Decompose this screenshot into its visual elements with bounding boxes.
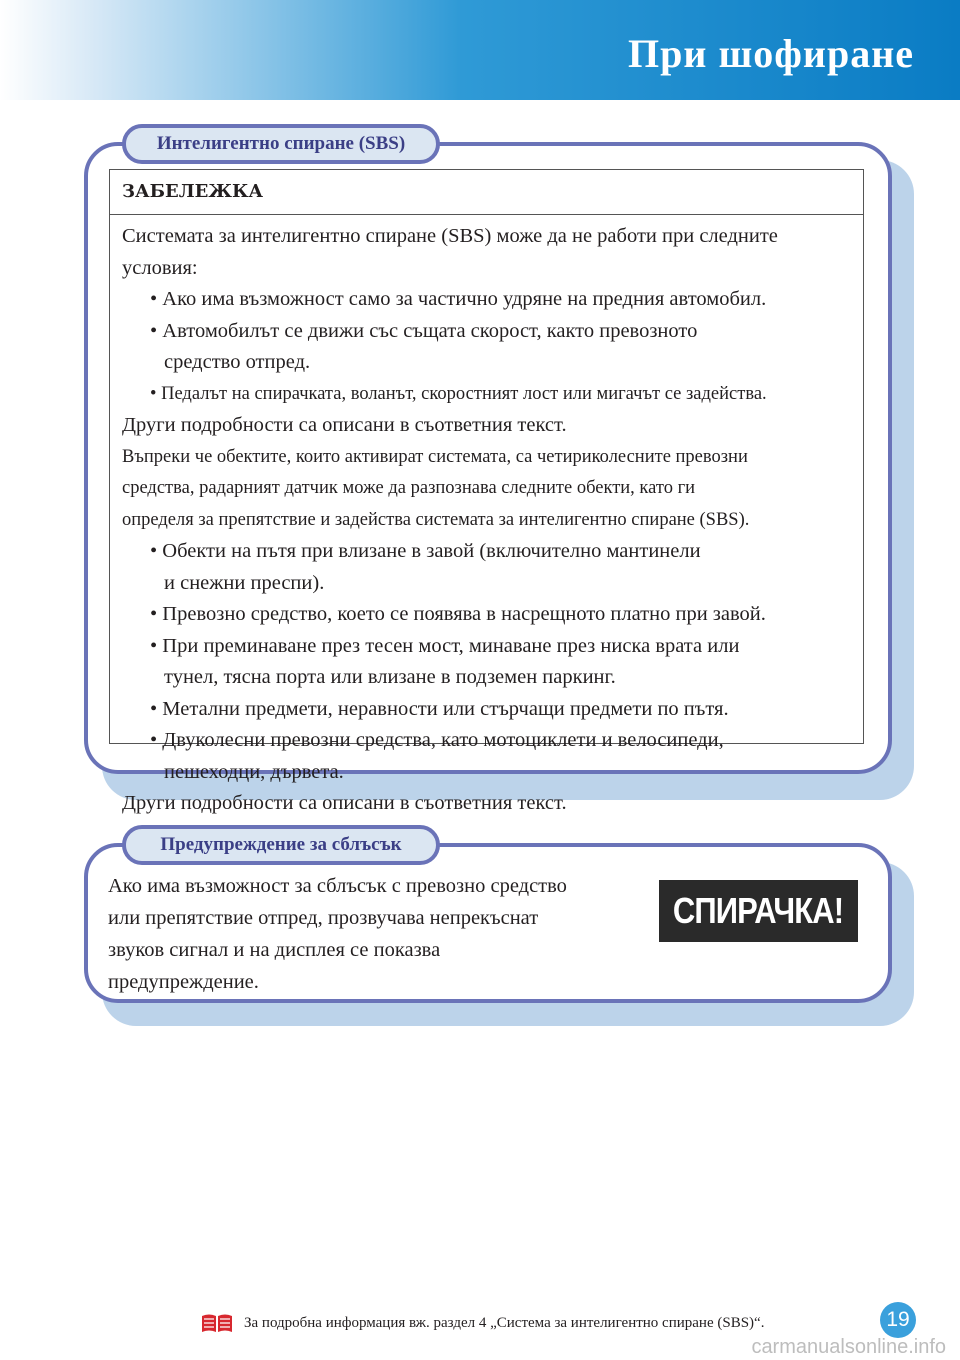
note-bullet-continuation: средство отпред. [164,351,311,373]
collision-section-tab: Предупреждение за сблъсък [122,825,440,865]
note-paragraph-line: определя за препятствие и задейства системата за интелигентно спиране (SBS). [122,509,750,530]
brake-warning-display [659,880,858,942]
page-title: При шофиране [628,31,914,76]
note-other-details: Други подробности са описани в съответния текст. [122,792,567,814]
note-box [109,169,864,814]
note-bullet: • При преминаване през тесен мост, минаване през ниска врата или [150,634,740,657]
page-number-badge: 19 [880,1302,916,1338]
note-heading: ЗАБЕЛЕЖКА [110,170,863,215]
note-bullet: • Метални предмети, неравности или стърчащи предмети по пътя. [150,697,729,720]
note-bullet: • Превозно средство, което се появява в насрещното платно при завой. [150,603,766,625]
note-bullet: • Ако има възможност само за частично удряне на предния автомобил. [150,288,767,310]
note-bullet-continuation: тунел, тясна порта или влизане в подземен паркинг. [164,666,616,688]
note-bullet: • Педалът на спирачката, воланът, скоростният лост или мигачът се задейства. [150,383,767,404]
watermark: carmanualsonline.info [751,1336,946,1358]
note-paragraph-line: Въпреки че обектите, които активират системата, са четириколесните превозни [122,446,748,467]
footer-reference-text: За подробна информация вж. раздел 4 „Система за интелигентно спиране (SBS)“. [244,1314,765,1331]
note-body [110,215,863,820]
brake-warning-text: СПИРАЧКА! [673,890,844,931]
note-bullet: • Двуколесни превозни средства, като мотоциклети и велосипеди, [150,729,724,751]
note-intro-line-2: условия: [122,256,198,279]
note-bullet-continuation: и снежни преспи). [164,571,325,594]
note-paragraph-line: средства, радарният датчик може да разпознава следните обекти, като ги [122,478,696,498]
sbs-section-tab: Интелигентно спиране (SBS) [122,124,440,164]
note-bullet-continuation: пешеходци, дървета. [164,760,344,783]
collision-description [108,870,638,998]
collision-line: предупреждение. [108,971,259,993]
collision-line: или препятствие отпред, прозвучава непрекъснат [108,907,539,929]
footer-reference [200,1312,860,1334]
note-other-details: Други подробности са описани в съответния текст. [122,414,567,436]
book-icon [200,1312,234,1334]
collision-line: Ако има възможност за сблъсък с превозно средство [108,875,567,897]
collision-line: звуков сигнал и на дисплея се показва [108,939,441,961]
note-intro-line-1: Системата за интелигентно спиране (SBS) може да не работи при следните [122,225,778,247]
note-bullet: • Обекти на пътя при влизане в завой (включително мантинели [150,540,701,562]
note-bullet: • Автомобилът се движи със същата скорост, както превозното [150,319,698,342]
